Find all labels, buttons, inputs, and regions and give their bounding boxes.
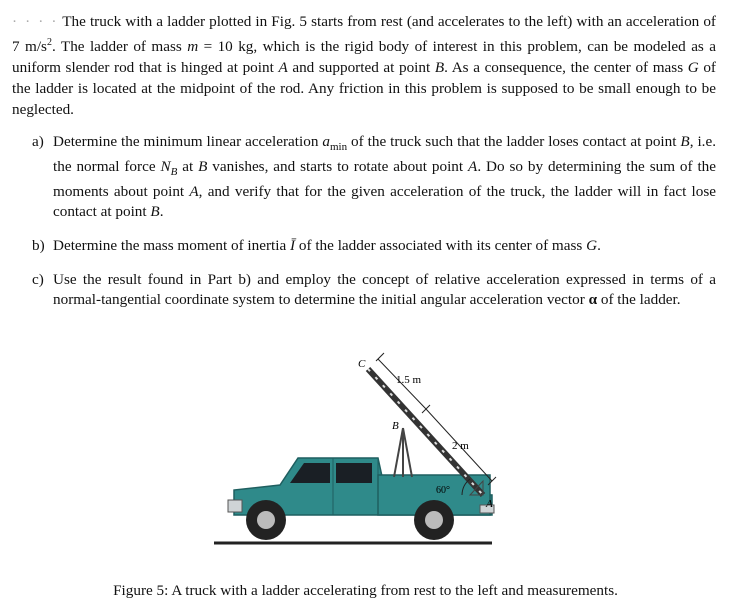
symbol-A: A	[278, 59, 288, 77]
part-a-t7: , and verify that for the given acceleration of the truck, the ladder will in fact lose contact at point	[53, 183, 716, 221]
angle-label: 60°	[436, 485, 450, 496]
symbol-m: m	[187, 38, 199, 56]
symbol-G: G	[586, 237, 598, 255]
part-c-label: c)	[32, 271, 44, 289]
part-c-text	[53, 270, 716, 310]
part-c-t2: of the ladder.	[597, 291, 681, 309]
part-b-label: b)	[32, 237, 45, 255]
part-a-t2: of the truck such that the ladder loses contact at point	[347, 133, 681, 150]
intro-text-1: The truck with a ladder plotted in Fig. 5 starts from rest (and accelerates to the left) with an acceleration of 7 m/s	[12, 13, 716, 56]
part-a-t6: . Do so by determining the sum of the moments about point	[53, 158, 717, 201]
symbol-a: a	[322, 133, 330, 150]
symbol-A: A	[468, 158, 478, 176]
dimension-lower: 2 m	[452, 440, 469, 452]
part-a-t1: Determine the minimum linear acceleration	[53, 133, 323, 150]
symbol-I-bar: Ī	[290, 237, 296, 255]
part-b-t3: .	[597, 237, 601, 255]
symbol-B: B	[198, 158, 208, 176]
intro-text-6: of the ladder is located at the midpoint of the rod. Any friction in this problem is supposed to be small enough to be neglected.	[12, 59, 716, 119]
parts-list	[12, 132, 716, 324]
part-b-t1: Determine the mass moment of inertia	[53, 237, 291, 255]
part-a-t4: at	[177, 158, 199, 176]
part-a-t3: , i.e. the normal force	[53, 133, 717, 176]
intro-dots: · · · ·	[12, 13, 59, 30]
symbol-a-sub: min	[329, 141, 348, 154]
dimension-lines	[376, 353, 496, 485]
intro-text-3: = 10 kg, which is the rigid body of interest in this problem, can be modeled as a uniform slender rod that is hinged at point	[12, 38, 717, 77]
symbol-B: B	[680, 133, 690, 150]
intro-text-4: and supported at point	[287, 59, 435, 77]
label-C: C	[358, 358, 366, 370]
ladder-support	[394, 428, 412, 477]
symbol-B: B	[434, 59, 445, 77]
symbol-A: A	[189, 183, 199, 201]
part-c-t1: Use the result found in Part b) and employ the concept of relative acceleration expressed in terms of a normal-tangential coordinate system to determine the initial angular acceleration vector	[53, 271, 716, 309]
symbol-B: B	[150, 203, 160, 221]
label-A: A	[486, 498, 493, 510]
truck-ladder-figure	[200, 345, 500, 555]
part-b-t2: of the ladder associated with its center of mass	[295, 237, 587, 255]
intro-text-5: . As a consequence, the center of mass	[444, 59, 688, 77]
part-c	[12, 270, 716, 310]
symbol-G: G	[687, 59, 699, 77]
part-a-t8: .	[159, 203, 164, 221]
part-a-t5: vanishes, and starts to rotate about point	[207, 158, 469, 176]
problem-intro	[12, 11, 716, 120]
part-a-text	[53, 132, 716, 222]
dimension-upper: 1.5 m	[396, 374, 422, 386]
symbol-N-sub: B	[170, 166, 178, 179]
part-a	[12, 132, 716, 222]
part-b-text	[53, 236, 716, 256]
part-b	[12, 236, 716, 256]
intro-text-2: . The ladder of mass	[51, 38, 188, 56]
label-B: B	[392, 420, 399, 432]
symbol-alpha-vector: α	[588, 291, 598, 309]
intro-exponent: 2	[46, 37, 52, 48]
part-a-label: a)	[32, 133, 44, 150]
figure-caption: Figure 5: A truck with a ladder accelerating from rest to the left and measurements.	[113, 582, 618, 599]
symbol-N: N	[160, 158, 171, 176]
